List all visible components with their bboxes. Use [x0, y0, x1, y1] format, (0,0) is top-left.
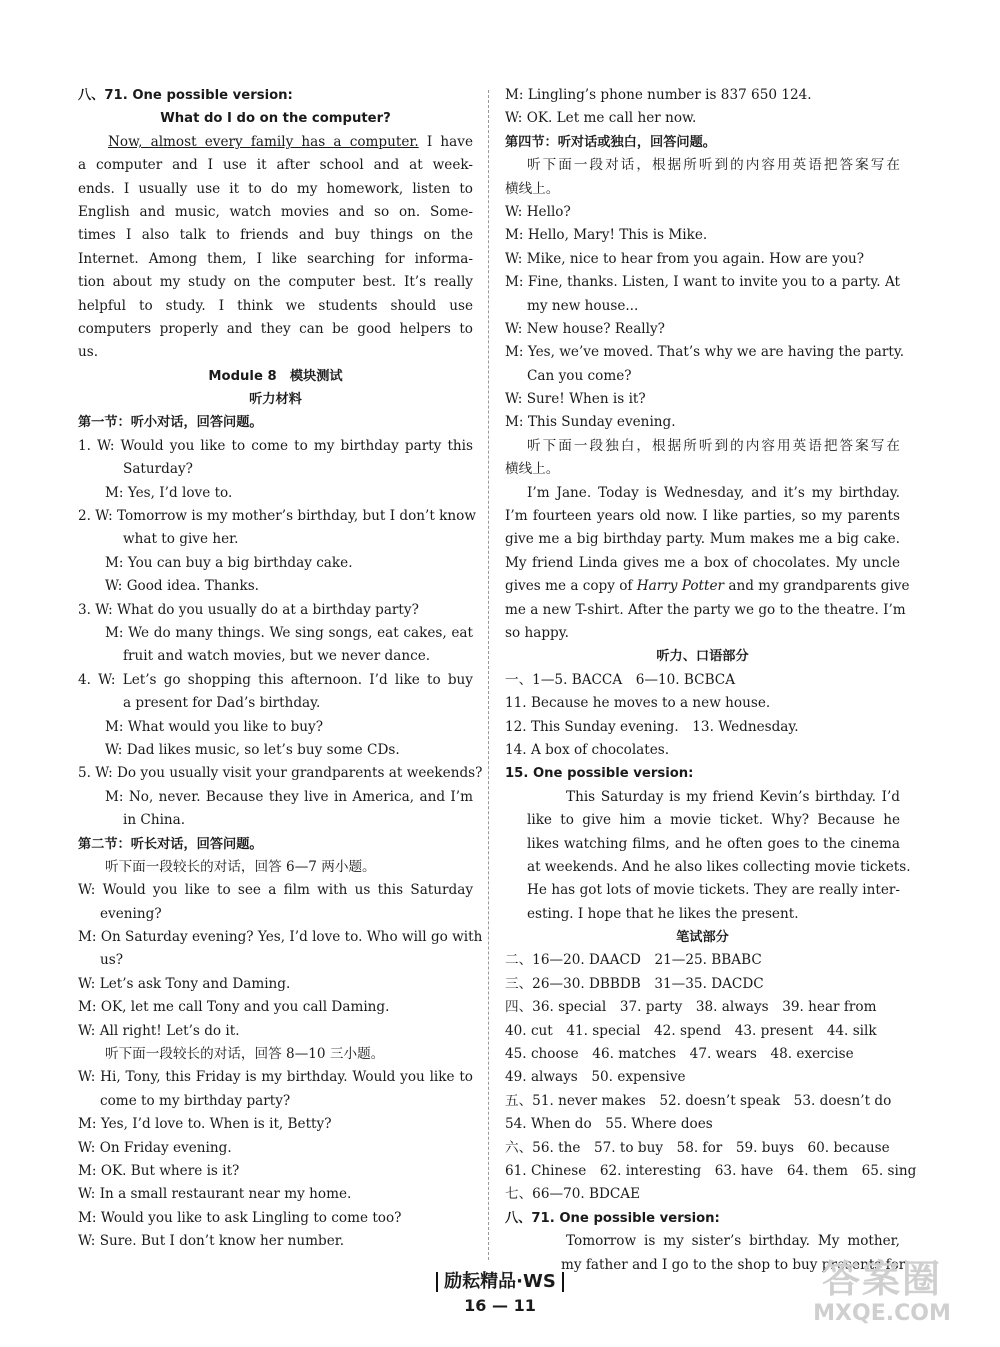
right-text-line: 五、51. never makes 52. doesn’t speak 53. doesn’t do	[505, 1092, 892, 1109]
right-text-line: W: Sure! When is it?	[505, 391, 646, 408]
left-text-line: English and music, watch movies and so on. Some-	[78, 203, 473, 220]
left-text-line: come to my birthday party?	[100, 1092, 291, 1109]
right-text-line: 49. always 50. expensive	[505, 1069, 686, 1086]
left-text-line: W: In a small restaurant near my home.	[78, 1186, 352, 1203]
right-text-line: so happy.	[505, 624, 569, 641]
left-text-line: 听下面一段较长的对话，回答 6—7 两小题。	[105, 858, 376, 875]
right-text-line: 一、1—5. BACCA 6—10. BCBCA	[505, 671, 736, 688]
left-text-line: evening?	[100, 905, 162, 922]
left-text-line: tion about my study on the computer best. It’s really	[78, 274, 473, 291]
left-text-line: 3. W: What do you usually do at a birthday party?	[78, 601, 419, 618]
right-text-line: my new house...	[527, 297, 639, 314]
right-text-line: 横线上。	[505, 180, 560, 197]
right-text-line: M: Yes, we’ve moved. That’s why we are having the party.	[505, 344, 905, 361]
left-text-line: 听下面一段较长的对话，回答 8—10 三小题。	[105, 1046, 385, 1063]
watermark-logo	[782, 1257, 982, 1337]
right-text-line: 七、66—70. BDCAE	[505, 1186, 641, 1203]
left-text-line: W: Hi, Tony, this Friday is my birthday. Would you like to	[78, 1069, 473, 1086]
right-text-line: Tomorrow is my sister’s birthday. My mother,	[566, 1233, 900, 1250]
left-text-line: 2. W: Tomorrow is my mother’s birthday, but I don’t know	[78, 508, 476, 525]
right-text-line: I’m fourteen years old now. I like parties, so my parents	[505, 508, 900, 525]
left-text-line: W: Good idea. Thanks.	[105, 578, 259, 595]
left-text-line: 1. W: Would you like to come to my birthday party this	[78, 437, 473, 454]
left-text-line: W: All right! Let’s do it.	[78, 1022, 240, 1039]
right-text-line: 11. Because he moves to a new house.	[505, 695, 771, 712]
left-text-line: M: Yes, I’d love to.	[105, 484, 233, 501]
left-text-line: us?	[100, 952, 124, 969]
right-text-line: Can you come?	[527, 367, 632, 384]
left-text-line: W: Would you like to see a film with us this Saturday	[78, 882, 473, 899]
left-text-line: helpful to study. I think we students should use	[78, 297, 473, 314]
left-text-line: 听力材料	[249, 392, 302, 408]
page-number: 16 — 11	[464, 1296, 536, 1315]
right-text-line: 45. choose 46. matches 47. wears 48. exercise	[505, 1046, 854, 1063]
left-text-line: computers properly and they can be good helpers to	[78, 320, 473, 337]
left-text-line: Saturday?	[123, 461, 193, 478]
right-text-line: W: OK. Let me call her now.	[505, 110, 697, 127]
left-text-line: in China.	[123, 812, 186, 829]
right-text-line: 12. This Sunday evening. 13. Wednesday.	[505, 718, 799, 735]
watermark-text: 答案圈	[821, 1257, 942, 1301]
right-text-line: M: Hello, Mary! This is Mike.	[505, 227, 708, 244]
right-text-line: my father and I go to the shop to buy presents for	[561, 1256, 906, 1273]
left-text-line: M: No, never. Because they live in America, and I’m	[105, 788, 473, 805]
left-text-line: M: What would you like to buy?	[105, 718, 324, 735]
watermark-url: MXQE.COM	[813, 1301, 951, 1326]
left-text-line: M: OK. But where is it?	[78, 1162, 240, 1179]
left-text-line: fruit and watch movies, but we never dance.	[123, 648, 431, 665]
right-text-line: 听力、口语部分	[656, 649, 749, 665]
right-text-line: 第四节：听对话或独白，回答问题。	[505, 134, 716, 150]
right-text-line: 三、26—30. DBBDB 31—35. DACDC	[505, 975, 764, 992]
left-column	[78, 84, 483, 1254]
right-text-line: me a new T-shirt. After the party we go to the theatre. I’m	[505, 601, 906, 618]
left-text-line: Internet. Among them, I like searching for informa-	[78, 250, 473, 267]
right-text-line: at weekends. And he also likes collecting movie tickets.	[527, 858, 911, 875]
left-text-line: 4. W: Let’s go shopping this afternoon. I’d like to buy	[78, 671, 473, 688]
right-text-line: W: New house? Really?	[505, 320, 665, 337]
left-text-line: us.	[78, 344, 99, 361]
right-text-line: 听下面一段对话，根据所听到的内容用英语把答案写在	[527, 157, 900, 174]
left-text-line: 第一节：听小对话，回答问题。	[78, 415, 263, 431]
right-text-line: 15. One possible version:	[505, 766, 694, 782]
left-text-line: M: OK, let me call Tony and you call Daming.	[78, 999, 390, 1016]
left-text-line: a computer and I use it after school and at week-	[78, 157, 473, 174]
right-text-line: like to give him a movie ticket. Why? Because he	[527, 812, 900, 829]
right-text-line: 40. cut 41. special 42. spend 43. present 44. silk	[505, 1022, 877, 1039]
left-text-line: 第二节：听长对话，回答问题。	[78, 836, 263, 852]
left-text-line: times I also talk to friends and buy things on the	[78, 227, 473, 244]
left-text-line: W: Sure. But I don’t know her number.	[78, 1233, 345, 1250]
right-text-line: give me a big birthday party. Mum makes me a big cake.	[505, 531, 900, 548]
left-text-line: M: On Saturday evening? Yes, I’d love to. Who will go with	[78, 929, 483, 946]
right-text-line: M: This Sunday evening.	[505, 414, 676, 431]
right-text-line: gives me a copy of Harry Potter and my grandparents give	[505, 578, 910, 595]
right-text-line: 四、36. special 37. party 38. always 39. hear from	[505, 999, 877, 1016]
right-text-line: M: Fine, thanks. Listen, I want to invite you to a party. At	[505, 274, 900, 291]
left-text-line: M: We do many things. We sing songs, eat cakes, eat	[105, 624, 473, 641]
right-text-line: 14. A box of chocolates.	[505, 741, 670, 758]
left-text-line: Now, almost every family has a computer. I have	[108, 133, 473, 150]
right-text-line: 横线上。	[505, 461, 560, 478]
right-text-line: W: Hello?	[505, 203, 571, 220]
right-text-line: 听下面一段独白，根据所听到的内容用英语把答案写在	[527, 437, 900, 454]
left-text-line: a present for Dad’s birthday.	[123, 695, 321, 712]
left-text-line: W: Let’s ask Tony and Daming.	[78, 975, 291, 992]
right-text-line: This Saturday is my friend Kevin’s birthday. I’d	[566, 788, 900, 805]
right-text-line: 八、71. One possible version:	[505, 1210, 720, 1226]
right-text-line: 61. Chinese 62. interesting 63. have 64. them 65. sing	[505, 1162, 917, 1179]
left-text-line: Module 8 模块测试	[208, 368, 343, 384]
left-text-line: M: Yes, I’d love to. When is it, Betty?	[78, 1116, 332, 1133]
right-text-line: 二、16—20. DAACD 21—25. BBABC	[505, 952, 762, 969]
right-text-line: M: Lingling’s phone number is 837 650 124.	[505, 87, 812, 103]
right-text-line: My friend Linda gives me a box of chocolates. My uncle	[505, 554, 900, 571]
right-text-line: 笔试部分	[676, 930, 729, 946]
left-text-line: ends. I usually use it to do my homework, listen to	[78, 180, 473, 197]
right-text-line: I’m Jane. Today is Wednesday, and it’s my birthday.	[527, 484, 900, 501]
right-column	[505, 84, 917, 1277]
right-text-line: W: Mike, nice to hear from you again. How are you?	[505, 250, 865, 267]
left-text-line: M: You can buy a big birthday cake.	[105, 554, 353, 571]
left-text-line: 5. W: Do you usually visit your grandparents at weekends?	[78, 765, 483, 782]
right-text-line: 54. When do 55. Where does	[505, 1116, 713, 1133]
left-text-line: M: Would you like to ask Lingling to come too?	[78, 1209, 402, 1226]
left-text-line: W: On Friday evening.	[78, 1139, 232, 1156]
right-text-line: 六、56. the 57. to buy 58. for 59. buys 60. because	[505, 1139, 890, 1156]
right-text-line: likes watching films, and he often goes to the cinema	[527, 835, 900, 852]
left-text-line: 八、71. One possible version:	[78, 88, 293, 103]
left-text-line: What do I do on the computer?	[160, 111, 391, 127]
brand-label: 励耘精品·WS	[436, 1272, 564, 1292]
column-divider	[488, 90, 489, 1260]
right-text-line: esting. I hope that he likes the present.	[527, 905, 799, 922]
right-text-line: He has got lots of movie tickets. They are really inter-	[527, 882, 900, 899]
left-text-line: W: Dad likes music, so let’s buy some CDs.	[105, 741, 400, 758]
left-text-line: what to give her.	[123, 531, 239, 548]
